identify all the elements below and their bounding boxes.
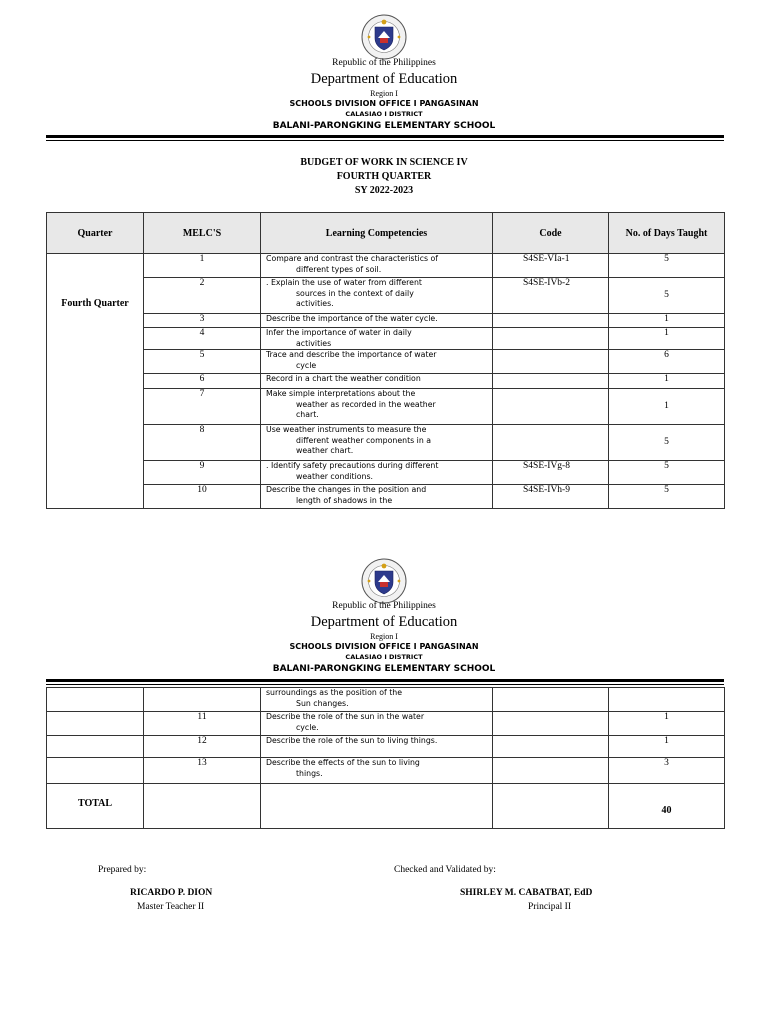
header-divider-thin <box>46 684 724 685</box>
competency-line: activities <box>296 338 332 348</box>
competency-line: things. <box>296 768 323 778</box>
quarter-cell <box>47 712 144 736</box>
code-cell <box>493 314 609 328</box>
col-header-competencies: Learning Competencies <box>261 213 493 254</box>
checked-by-title: Principal II <box>528 902 572 912</box>
code-cell <box>493 758 609 784</box>
competency-line: Describe the changes in the position and <box>266 485 427 494</box>
division-label: SCHOOLS DIVISION OFFICE I PANGASINAN <box>289 99 479 108</box>
prepared-by-name: RICARDO P. DION <box>130 888 213 898</box>
code-cell: S4SE-IVh-9 <box>493 485 609 509</box>
checked-by-label: Checked and Validated by: <box>394 865 496 875</box>
competency-line: different weather components in a <box>296 435 432 445</box>
total-row <box>47 784 725 829</box>
table-row <box>47 278 725 314</box>
table-cell <box>144 784 261 829</box>
days-cell: 5 <box>609 461 725 485</box>
table-row <box>47 350 725 374</box>
competency-cell <box>261 485 493 509</box>
competency-cell <box>261 712 493 736</box>
competency-cell <box>261 314 493 328</box>
code-cell <box>493 328 609 350</box>
table-row <box>47 389 725 425</box>
days-cell: 1 <box>609 736 725 758</box>
melc-number: 13 <box>144 758 261 784</box>
competency-line: cycle <box>296 360 317 370</box>
competency-line: Infer the importance of water in daily <box>266 328 412 337</box>
competency-cell <box>261 350 493 374</box>
competency-cell <box>261 736 493 758</box>
melc-number: 9 <box>144 461 261 485</box>
melc-number: 5 <box>144 350 261 374</box>
days-cell: 6 <box>609 350 725 374</box>
table-row <box>47 485 725 509</box>
days-cell: 1 <box>609 374 725 389</box>
table-row <box>47 425 725 461</box>
code-cell: S4SE-IVg-8 <box>493 461 609 485</box>
table-cell <box>261 784 493 829</box>
school-name: BALANI-PARONGKING ELEMENTARY SCHOOL <box>272 664 496 674</box>
code-cell <box>493 425 609 461</box>
melc-number: 11 <box>144 712 261 736</box>
quarter-cell <box>47 736 144 758</box>
competency-cell <box>261 328 493 350</box>
days-cell: 5 <box>609 425 725 461</box>
header-divider-thin <box>46 140 724 141</box>
melc-number: 7 <box>144 389 261 425</box>
competency-line: sources in the context of daily <box>296 288 414 298</box>
district-label: CALASIAO I DISTRICT <box>345 110 423 118</box>
days-cell: 5 <box>609 278 725 314</box>
melc-number: 8 <box>144 425 261 461</box>
document-title: BUDGET OF WORK IN SCIENCE IV <box>300 157 468 168</box>
document-quarter: FOURTH QUARTER <box>336 171 432 182</box>
table-row <box>47 314 725 328</box>
department-title: Department of Education <box>310 614 458 630</box>
days-cell: 1 <box>609 389 725 425</box>
competency-line: Record in a chart the weather condition <box>266 374 421 383</box>
republic-label: Republic of the Philippines <box>332 601 436 611</box>
competency-line: cycle. <box>296 722 319 732</box>
budget-table <box>46 212 725 509</box>
total-label: TOTAL <box>47 784 144 829</box>
competency-line: surroundings as the position of the <box>266 688 403 697</box>
competency-cell <box>261 758 493 784</box>
code-cell: S4SE-VIa-1 <box>493 254 609 278</box>
code-cell <box>493 374 609 389</box>
quarter-cell: Fourth Quarter <box>47 254 144 509</box>
table-row <box>47 461 725 485</box>
table-row <box>47 712 725 736</box>
competency-line: weather conditions. <box>296 471 374 481</box>
competency-cell <box>261 461 493 485</box>
code-cell: S4SE-IVb-2 <box>493 278 609 314</box>
competency-cell <box>261 254 493 278</box>
table-row <box>47 328 725 350</box>
table-row <box>47 688 725 712</box>
competency-line: . Explain the use of water from different <box>266 278 422 287</box>
competency-line: Make simple interpretations about the <box>266 389 416 398</box>
col-header-quarter: Quarter <box>47 213 144 254</box>
code-cell <box>493 712 609 736</box>
melc-number: 12 <box>144 736 261 758</box>
competency-line: activities. <box>296 299 334 308</box>
header-divider <box>46 679 724 682</box>
deped-seal-icon <box>361 558 407 604</box>
region-label: Region I <box>370 632 398 641</box>
competency-line: Use weather instruments to measure the <box>266 425 427 434</box>
competency-cell <box>261 374 493 389</box>
melc-number: 1 <box>144 254 261 278</box>
prepared-by-title: Master Teacher II <box>137 902 205 912</box>
table-row <box>47 254 725 278</box>
republic-label: Republic of the Philippines <box>332 58 436 68</box>
code-cell <box>493 688 609 712</box>
competency-line: different types of soil. <box>296 264 382 274</box>
days-cell: 5 <box>609 254 725 278</box>
competency-cell <box>261 389 493 425</box>
competency-cell <box>261 425 493 461</box>
competency-line: chart. <box>296 410 319 419</box>
code-cell <box>493 350 609 374</box>
total-days-value: 40 <box>609 784 725 829</box>
melc-number: 3 <box>144 314 261 328</box>
competency-line: weather chart. <box>296 446 354 455</box>
days-cell: 3 <box>609 758 725 784</box>
quarter-cell <box>47 758 144 784</box>
competency-line: Trace and describe the importance of water <box>266 350 437 359</box>
days-cell: 5 <box>609 485 725 509</box>
competency-line: Describe the role of the sun in the water <box>266 712 425 721</box>
department-title: Department of Education <box>310 71 458 87</box>
table-cell <box>493 784 609 829</box>
competency-cell <box>261 688 493 712</box>
melc-number: 2 <box>144 278 261 314</box>
melc-number: 4 <box>144 328 261 350</box>
competency-cell <box>261 278 493 314</box>
deped-seal-icon <box>361 14 407 60</box>
table-row <box>47 758 725 784</box>
table-header-row <box>47 213 725 254</box>
competency-line: Compare and contrast the characteristics of <box>266 254 439 263</box>
school-name: BALANI-PARONGKING ELEMENTARY SCHOOL <box>272 121 496 131</box>
melc-number: 6 <box>144 374 261 389</box>
header-divider <box>46 135 724 138</box>
competency-line: . Identify safety precautions during different <box>266 461 439 470</box>
code-cell <box>493 389 609 425</box>
melc-number <box>144 688 261 712</box>
checked-by-name: SHIRLEY M. CABATBAT, EdD <box>460 888 593 898</box>
region-label: Region I <box>370 89 398 98</box>
division-label: SCHOOLS DIVISION OFFICE I PANGASINAN <box>289 642 479 651</box>
col-header-days: No. of Days Taught <box>609 213 725 254</box>
days-cell: 1 <box>609 712 725 736</box>
competency-line: Describe the effects of the sun to living <box>266 758 420 767</box>
document-school-year: SY 2022-2023 <box>354 185 414 196</box>
col-header-melcs: MELC'S <box>144 213 261 254</box>
melc-number: 10 <box>144 485 261 509</box>
budget-table-continued <box>46 687 725 829</box>
competency-line: weather as recorded in the weather <box>296 399 436 409</box>
code-cell <box>493 736 609 758</box>
days-cell <box>609 688 725 712</box>
table-row <box>47 374 725 389</box>
competency-line: Describe the importance of the water cycle. <box>266 314 438 323</box>
days-cell: 1 <box>609 328 725 350</box>
competency-line: length of shadows in the <box>296 495 393 505</box>
days-cell: 1 <box>609 314 725 328</box>
district-label: CALASIAO I DISTRICT <box>345 653 423 661</box>
quarter-cell <box>47 688 144 712</box>
competency-line: Sun changes. <box>296 698 349 708</box>
competency-line: Describe the role of the sun to living things. <box>266 736 438 745</box>
col-header-code: Code <box>493 213 609 254</box>
table-row <box>47 736 725 758</box>
prepared-by-label: Prepared by: <box>98 865 147 875</box>
